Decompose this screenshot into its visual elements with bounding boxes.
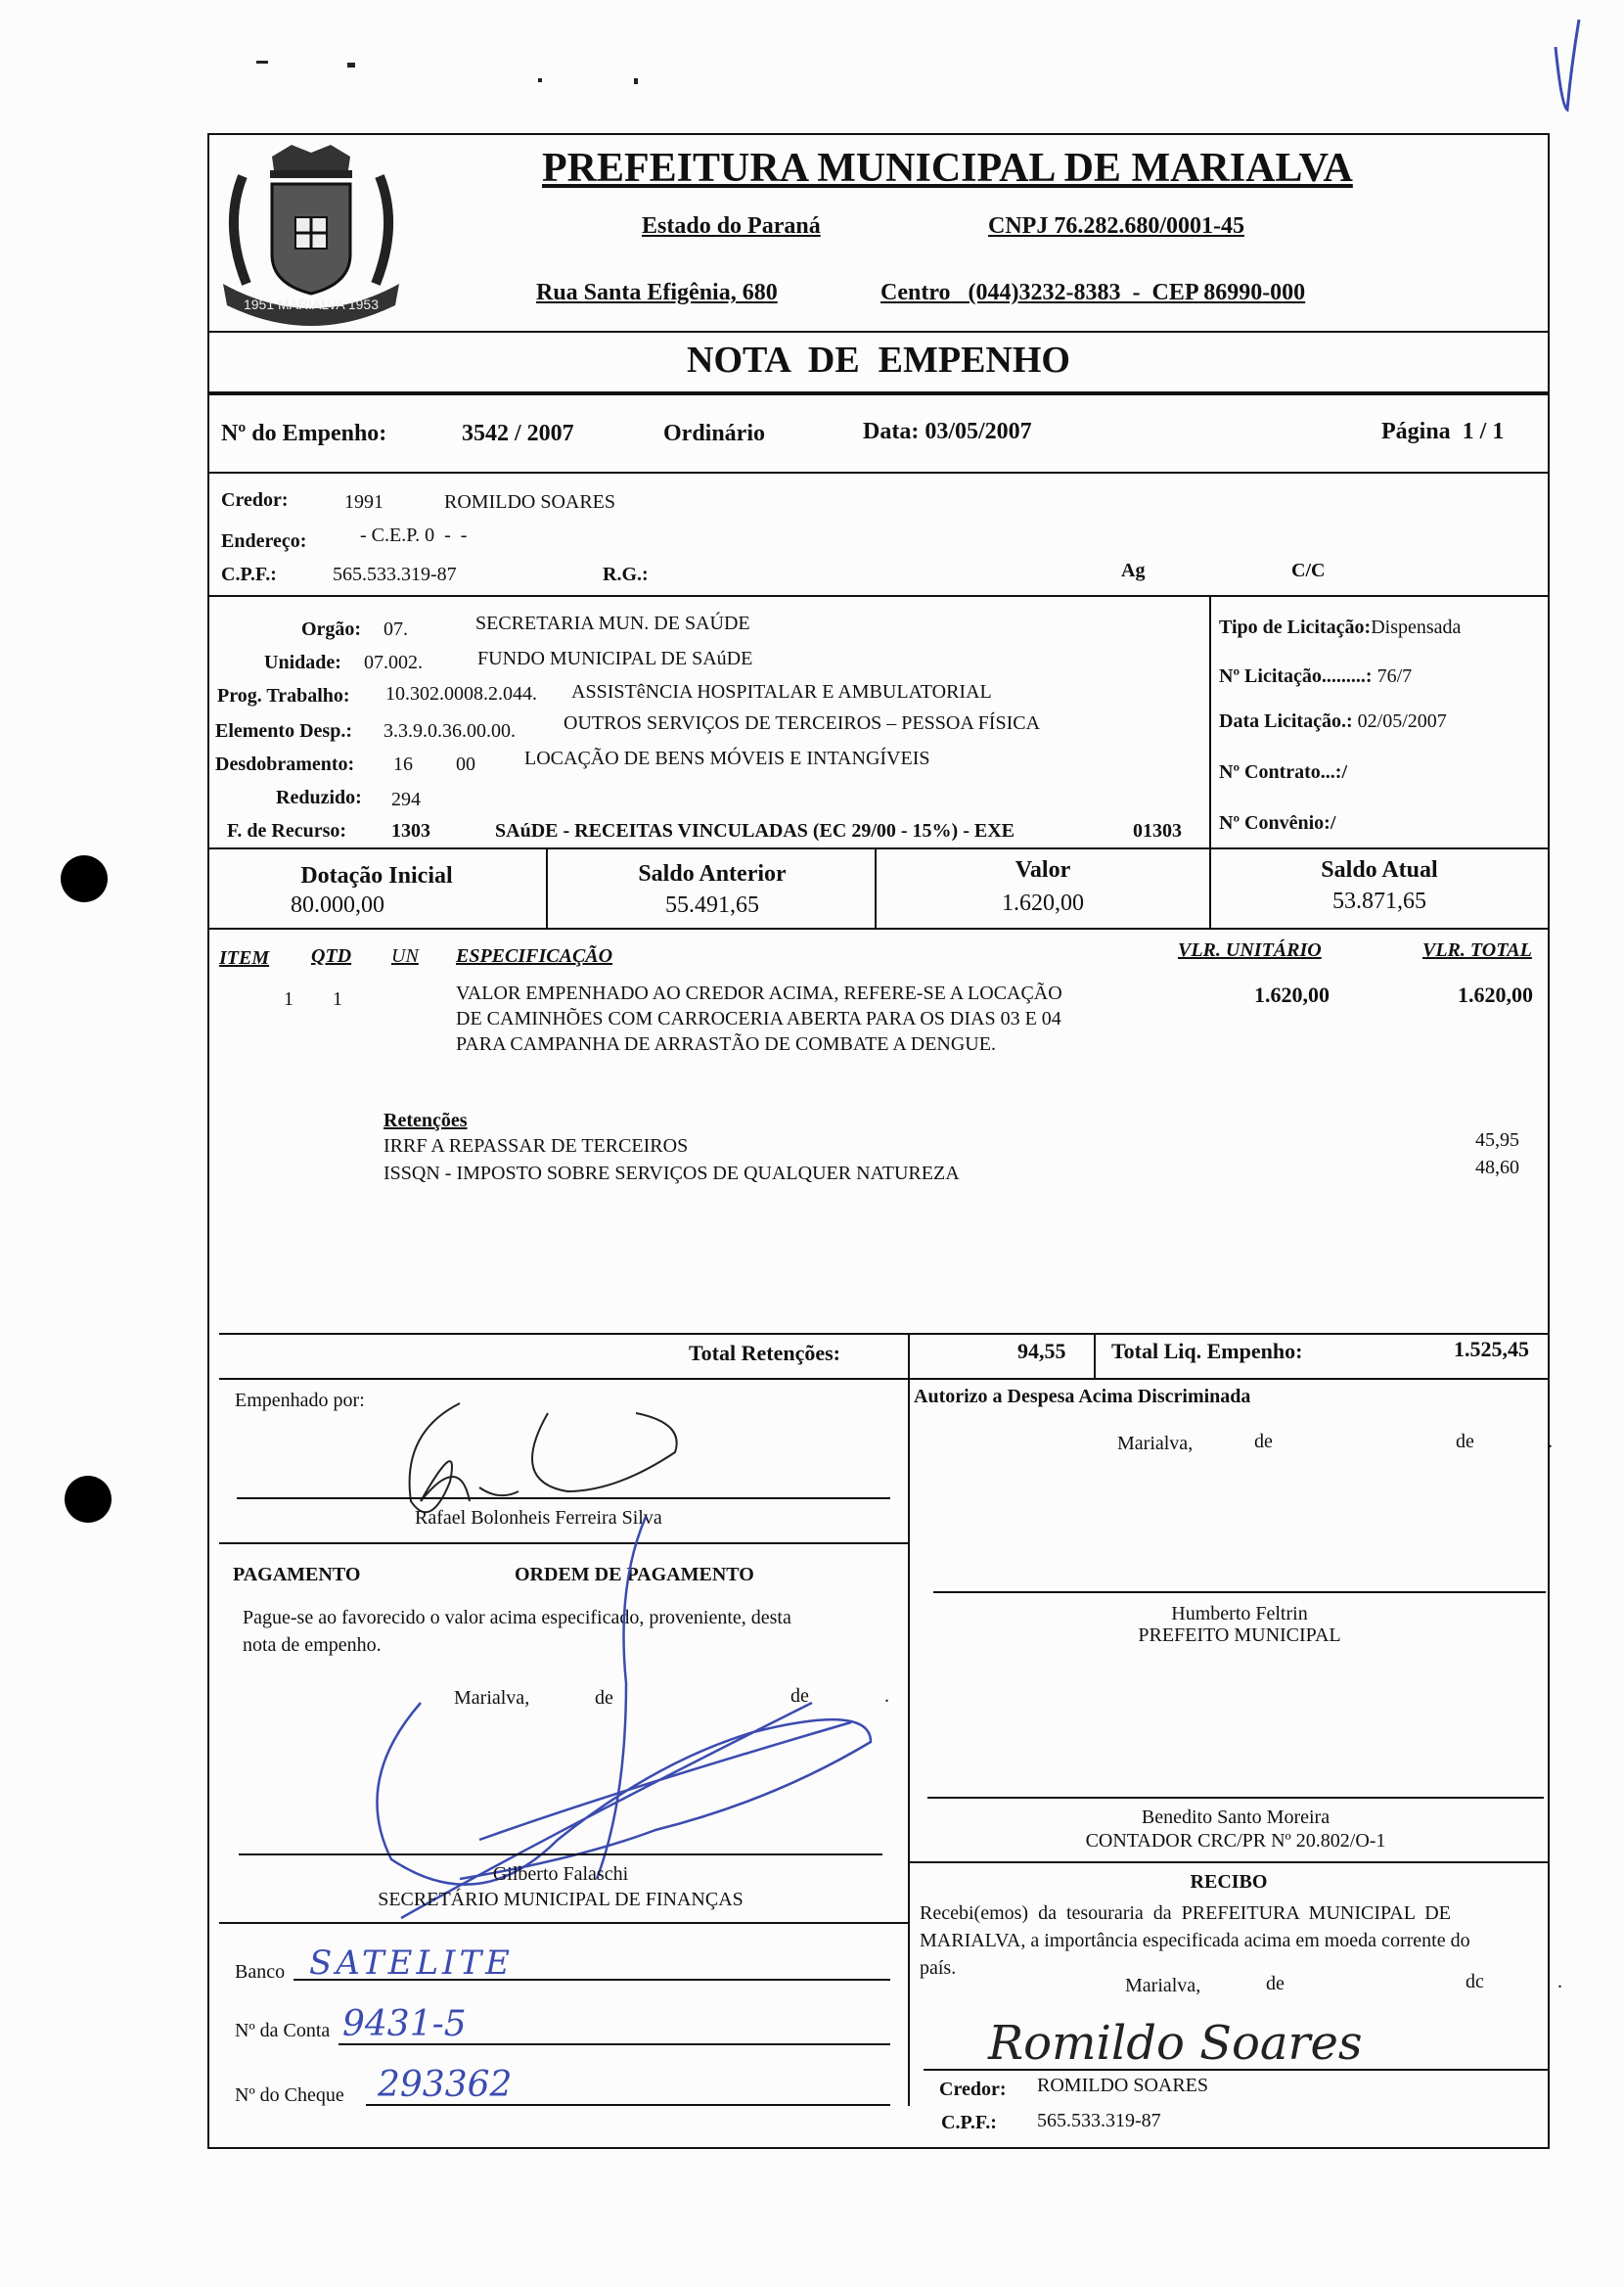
- orgao-code: 07.: [383, 618, 408, 640]
- numero-licitacao-label: [1219, 665, 1412, 688]
- empenhado-label: Empenhado por:: [235, 1390, 365, 1411]
- autorizo-dot: .: [1548, 1431, 1553, 1452]
- divider: [219, 1378, 1550, 1380]
- recibo-cpf-value: 565.533.319-87: [1037, 2110, 1161, 2131]
- municipality-title: PREFEITURA MUNICIPAL DE MARIALVA: [542, 146, 1353, 191]
- page-number: Página 1 / 1: [1381, 419, 1505, 444]
- saldo-atual-value: 53.871,65: [1332, 889, 1426, 914]
- cnpj-label: CNPJ 76.282.680/0001-45: [988, 213, 1244, 239]
- contador-name: Benedito Santo Moreira: [1141, 1807, 1331, 1828]
- retencao-value: 45,95: [1475, 1129, 1519, 1151]
- input-line: [293, 1979, 890, 1981]
- scan-mark: [634, 78, 638, 84]
- punch-hole-bottom: [65, 1476, 112, 1523]
- recurso-name: SAúDE - RECEITAS VINCULADAS (EC 29/00 - 15%) - EXE: [495, 820, 1015, 842]
- empenho-number: 3542 / 2007: [462, 421, 574, 446]
- pagamento-text: nota de empenho.: [243, 1634, 382, 1656]
- check-mark-icon: [1546, 8, 1585, 115]
- col-un: UN: [391, 945, 419, 967]
- recibo-text: Recebi(emos) da tesouraria da PREFEITURA MUNICIPAL DE: [920, 1902, 1451, 1924]
- cpf-label: C.P.F.:: [221, 564, 277, 585]
- desdobramento-label: Desdobramento:: [215, 754, 355, 775]
- prefeito-name: Humberto Feltrin: [1171, 1603, 1308, 1624]
- divider: [908, 1861, 1550, 1863]
- credor-signature: Romildo Soares: [988, 2016, 1363, 2071]
- divider: [1209, 595, 1211, 847]
- item-unit-value: 1.620,00: [1254, 983, 1330, 1007]
- numero-licitacao-label-text: Nº Licitação.........:: [1219, 665, 1373, 687]
- prefeito-title: PREFEITO MUNICIPAL: [1138, 1624, 1341, 1646]
- recibo-de-2: dc: [1466, 1971, 1484, 1992]
- pagamento-de-1: de: [595, 1687, 613, 1709]
- signature-line: [239, 1853, 882, 1855]
- ordem-pagamento-label: ORDEM DE PAGAMENTO: [515, 1564, 754, 1585]
- convenio-label: Nº Convênio:/: [1219, 812, 1336, 834]
- recibo-label: RECIBO: [1190, 1871, 1268, 1893]
- banco-value: SATELITE: [309, 1944, 514, 1983]
- rg-label: R.G.:: [603, 564, 649, 585]
- pagamento-de-2: de: [790, 1685, 809, 1707]
- col-unit-value: VLR. UNITÁRIO: [1178, 939, 1322, 961]
- desdobramento-name: LOCAÇÃO DE BENS MÓVEIS E INTANGÍVEIS: [524, 748, 930, 769]
- total-retencoes-value: 94,55: [1017, 1339, 1066, 1363]
- recibo-text: MARIALVA, a importância especificada acima em moeda corrente do: [920, 1930, 1470, 1951]
- total-liq-label: Total Liq. Empenho:: [1111, 1339, 1303, 1363]
- scan-mark: [538, 78, 542, 82]
- district-phone-cep: Centro (044)3232-8383 - CEP 86990-000: [880, 280, 1306, 305]
- recibo-text: país.: [920, 1957, 957, 1979]
- pagamento-text: Pague-se ao favorecido o valor acima especificado, proveniente, desta: [243, 1607, 791, 1628]
- desdobramento-code: 16: [393, 754, 413, 775]
- agency-label: Ag: [1121, 560, 1146, 581]
- data-licitacao-value: 02/05/2007: [1357, 710, 1447, 732]
- total-retencoes-label: Total Retenções:: [689, 1341, 840, 1365]
- divider: [207, 928, 1550, 930]
- banco-label: Banco: [235, 1961, 286, 1983]
- empenho-date: Data: 03/05/2007: [863, 419, 1032, 444]
- contrato-label: Nº Contrato...:/: [1219, 761, 1348, 783]
- numero-licitacao-value: 76/7: [1376, 665, 1413, 687]
- retencao-value: 48,60: [1475, 1157, 1519, 1178]
- item-spec-line: PARA CAMPANHA DE ARRASTÃO DE COMBATE A DENGUE.: [456, 1033, 996, 1055]
- col-qtd: QTD: [311, 945, 352, 967]
- autorizo-label: Autorizo a Despesa Acima Discriminada: [914, 1386, 1251, 1407]
- pagamento-label: PAGAMENTO: [233, 1564, 361, 1585]
- contador-title: CONTADOR CRC/PR Nº 20.802/O-1: [1085, 1830, 1386, 1852]
- tipo-licitacao-label-text: Tipo de Licitação:: [1219, 617, 1372, 638]
- divider: [219, 1922, 908, 1924]
- prog-name: ASSISTêNCIA HOSPITALAR E AMBULATORIAL: [571, 681, 992, 703]
- desdobramento-sub: 00: [456, 754, 475, 775]
- coat-of-arms-logo: [213, 137, 409, 343]
- signature-line: [933, 1591, 1546, 1593]
- retencao-desc: ISSQN - IMPOSTO SOBRE SERVIÇOS DE QUALQUER NATUREZA: [383, 1163, 960, 1184]
- saldo-atual-label: Saldo Atual: [1321, 857, 1438, 883]
- scan-mark: [347, 63, 355, 68]
- autorizo-city: Marialva,: [1117, 1433, 1194, 1454]
- recibo-cpf-label: C.P.F.:: [941, 2112, 997, 2133]
- data-licitacao-label-text: Data Licitação.:: [1219, 710, 1353, 732]
- cheque-value: 293362: [378, 2065, 513, 2105]
- cheque-label: Nº do Cheque: [235, 2084, 344, 2106]
- autorizo-de-2: de: [1456, 1431, 1474, 1452]
- pagamento-city: Marialva,: [454, 1687, 530, 1709]
- total-liq-value: 1.525,45: [1454, 1337, 1529, 1361]
- divider: [207, 472, 1550, 474]
- elemento-code: 3.3.9.0.36.00.00.: [383, 720, 516, 742]
- recurso-code-2: 01303: [1133, 820, 1182, 842]
- autorizo-de-1: de: [1254, 1431, 1273, 1452]
- scan-mark: [256, 61, 268, 64]
- valor-value: 1.620,00: [1002, 891, 1084, 916]
- divider: [219, 1333, 1550, 1335]
- prog-label: Prog. Trabalho:: [217, 685, 350, 707]
- data-licitacao-label: [1219, 710, 1447, 733]
- recibo-dot: .: [1557, 1971, 1562, 1992]
- recibo-credor-name: ROMILDO SOARES: [1037, 2075, 1209, 2096]
- account-label: C/C: [1291, 560, 1326, 581]
- saldo-anterior-value: 55.491,65: [665, 892, 759, 918]
- unidade-code: 07.002.: [364, 652, 423, 673]
- reduzido-value: 294: [391, 789, 421, 810]
- item-spec-line: DE CAMINHÕES COM CARROCERIA ABERTA PARA OS DIAS 03 E 04: [456, 1008, 1061, 1029]
- divider: [207, 595, 1550, 597]
- recurso-code: 1303: [391, 820, 430, 842]
- credor-cpf: 565.533.319-87: [333, 564, 457, 585]
- credor-code: 1991: [344, 491, 383, 513]
- valor-label: Valor: [1015, 857, 1071, 883]
- recibo-city: Marialva,: [1125, 1975, 1201, 1996]
- divider: [207, 847, 1550, 849]
- dotacao-label: Dotação Inicial: [300, 863, 453, 889]
- empenho-label: Nº do Empenho:: [221, 421, 387, 446]
- conta-value: 9431-5: [342, 2004, 467, 2044]
- divider: [1094, 1333, 1096, 1378]
- pagamento-dot: .: [884, 1685, 889, 1707]
- recibo-credor-label: Credor:: [939, 2079, 1007, 2100]
- input-line: [338, 2043, 890, 2045]
- elemento-label: Elemento Desp.:: [215, 720, 352, 742]
- signature-line: [927, 1797, 1544, 1799]
- prog-code: 10.302.0008.2.044.: [385, 683, 537, 705]
- conta-label: Nº da Conta: [235, 2020, 331, 2041]
- col-spec: ESPECIFICAÇÃO: [456, 945, 613, 967]
- punch-hole-top: [61, 855, 108, 902]
- col-total-value: VLR. TOTAL: [1422, 939, 1532, 961]
- credor-address: - C.E.P. 0 - -: [360, 525, 468, 546]
- recibo-de-1: de: [1266, 1973, 1285, 1994]
- reduzido-label: Reduzido:: [276, 787, 362, 808]
- empenhado-name: Rafael Bolonheis Ferreira Silva: [415, 1507, 662, 1529]
- signature-line: [237, 1497, 890, 1499]
- retencao-desc: IRRF A REPASSAR DE TERCEIROS: [383, 1135, 689, 1157]
- signature-line: [924, 2069, 1550, 2071]
- empenho-type: Ordinário: [663, 421, 766, 446]
- unidade-label: Unidade:: [264, 652, 341, 673]
- pagamento-signer-title: SECRETÁRIO MUNICIPAL DE FINANÇAS: [378, 1889, 744, 1910]
- item-number: 1: [284, 988, 293, 1010]
- recurso-label: F. de Recurso:: [227, 820, 347, 842]
- state-label: Estado do Paraná: [642, 213, 821, 239]
- address-label: Rua Santa Efigênia, 680: [536, 280, 778, 305]
- document-title: NOTA DE EMPENHO: [687, 340, 1070, 381]
- dotacao-value: 80.000,00: [291, 892, 384, 918]
- pagamento-signer-name: Gilberto Falaschi: [492, 1863, 629, 1885]
- saldo-anterior-label: Saldo Anterior: [638, 861, 787, 887]
- address-field-label: Endereço:: [221, 530, 307, 552]
- retencoes-title: Retenções: [383, 1110, 468, 1131]
- divider: [207, 391, 1550, 395]
- unidade-name: FUNDO MUNICIPAL DE SAúDE: [477, 648, 753, 669]
- orgao-name: SECRETARIA MUN. DE SAÚDE: [475, 613, 750, 634]
- item-total-value: 1.620,00: [1458, 983, 1533, 1007]
- input-line: [366, 2104, 890, 2106]
- tipo-licitacao-value: Dispensada: [1371, 617, 1462, 638]
- divider: [207, 331, 1550, 333]
- tipo-licitacao-label: [1219, 617, 1461, 639]
- credor-name: ROMILDO SOARES: [444, 491, 616, 513]
- item-qty: 1: [333, 988, 342, 1010]
- orgao-label: Orgão:: [301, 618, 362, 640]
- col-item: ITEM: [219, 947, 270, 969]
- coat-of-arms-text: 1951 MARIALVA 1953: [243, 297, 380, 312]
- item-spec-line: VALOR EMPENHADO AO CREDOR ACIMA, REFERE-SE A LOCAÇÃO: [456, 983, 1062, 1004]
- credor-label: Credor:: [221, 489, 289, 511]
- elemento-name: OUTROS SERVIÇOS DE TERCEIROS – PESSOA FÍSICA: [564, 712, 1041, 734]
